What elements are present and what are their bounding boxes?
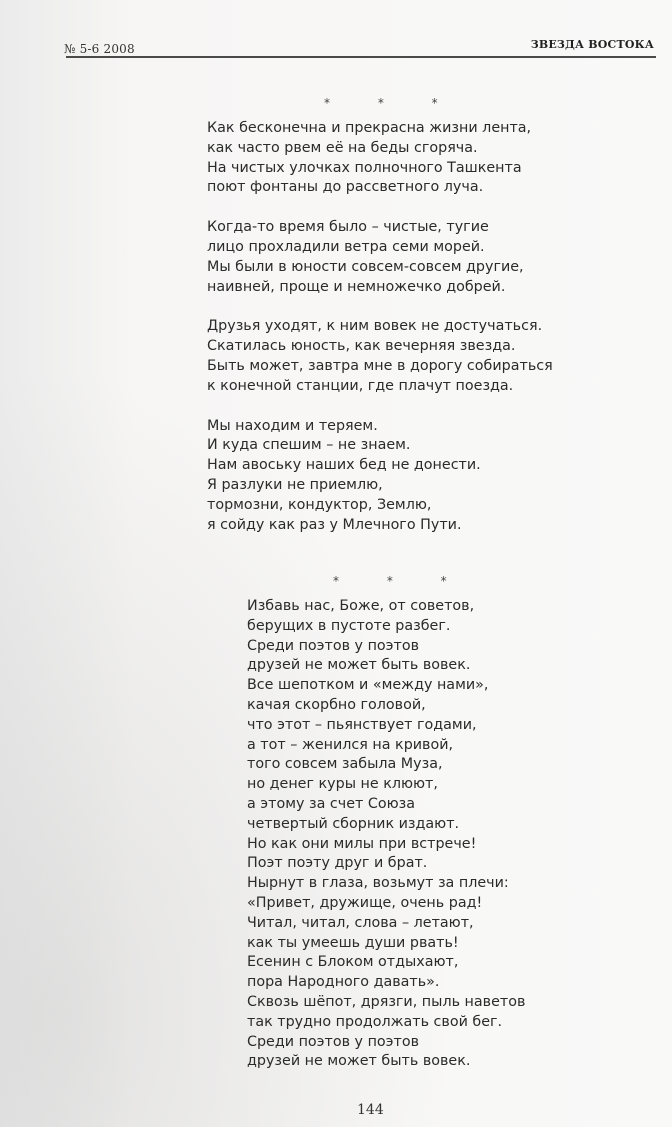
poem-1-stanza-3: [207, 317, 553, 396]
poem-line: Как бесконечна и прекрасна жизни лента,: [207, 120, 532, 136]
poem-line: наивней, проще и немножечко добрей.: [207, 278, 506, 295]
poem-line: к конечной станции, где плачут поезда.: [207, 377, 514, 394]
poem-line: пора Народного давать».: [247, 974, 440, 991]
poem-2: [247, 597, 525, 1072]
poem-line: Мы находим и теряем.: [207, 417, 378, 434]
section-separator-2: * * *: [333, 574, 469, 588]
poem-line: Быть может, завтра мне в дорогу собираться: [207, 357, 553, 374]
poem-line: Среди поэтов у поэтов: [247, 1033, 420, 1050]
poem-line: На чистых улочках полночного Ташкента: [207, 159, 522, 176]
poem-line: берущих в пустоте разбег.: [247, 617, 451, 634]
poem-line: Друзья уходят, к ним вовек не достучаться.: [207, 318, 543, 335]
poem-line: Мы были в юности совсем-совсем другие,: [207, 258, 524, 275]
poem-line: четвертый сборник издают.: [247, 815, 460, 832]
poem-line: Я разлуки не приемлю,: [207, 476, 383, 493]
poem-line: «Привет, дружище, очень рад!: [247, 894, 483, 911]
poem-line: Нам авоську наших бед не донести.: [207, 457, 481, 474]
poem-line: Среди поэтов у поэтов: [247, 637, 420, 654]
poem-line: как ты умеешь души рвать!: [247, 934, 459, 951]
poem-line: а тот – женился на кривой,: [247, 736, 454, 753]
page-number: 144: [357, 1102, 384, 1118]
poem-line: Избавь нас, Боже, от советов,: [247, 598, 475, 614]
poem-line: Есенин с Блоком отдыхают,: [247, 954, 459, 971]
poem-1-stanza-4: [207, 417, 553, 536]
header-rule: [66, 56, 656, 58]
poem-1: [207, 119, 553, 555]
poem-line: качая скорбно головой,: [247, 696, 426, 713]
poem-line: как часто рвем её на беды сгоряча.: [207, 139, 478, 156]
poem-line: Все шепотком и «между нами»,: [247, 677, 489, 694]
poem-line: Сквозь шёпот, дрязги, пыль наветов: [247, 993, 526, 1010]
poem-line: а этому за счет Союза: [247, 795, 416, 812]
poem-line: так трудно продолжать свой бег.: [247, 1013, 503, 1030]
poem-line: друзей не может быть вовек.: [247, 657, 471, 674]
issue-number: № 5-6 2008: [64, 42, 135, 56]
poem-1-stanza-2: [207, 218, 553, 297]
poem-line: лицо прохладили ветра семи морей.: [207, 238, 485, 255]
poem-line: того совсем забыла Муза,: [247, 756, 443, 773]
poem-line: Поэт поэту друг и брат.: [247, 855, 428, 872]
poem-line: Когда-то время было – чистые, тугие: [207, 219, 489, 236]
poem-line: Нырнут в глаза, возьмут за плечи:: [247, 875, 509, 892]
poem-line: но денег куры не клюют,: [247, 776, 438, 793]
running-header: [64, 38, 654, 56]
poem-line: Читал, читал, слова – летают,: [247, 914, 474, 931]
poem-line: Скатилась юность, как вечерняя звезда.: [207, 338, 516, 355]
poem-line: что этот – пьянствует годами,: [247, 716, 477, 733]
journal-title: ЗВЕЗДА ВОСТОКА: [530, 38, 654, 51]
section-separator-1: * * *: [324, 96, 460, 110]
poem-line: И куда спешим – не знаем.: [207, 437, 411, 454]
poem-line: поют фонтаны до рассветного луча.: [207, 179, 484, 196]
poem-line: друзей не может быть вовек.: [247, 1053, 471, 1070]
poem-line: тормозни, кондуктор, Землю,: [207, 496, 432, 513]
poem-line: Но как они милы при встрече!: [247, 835, 477, 852]
poem-1-stanza-1: [207, 119, 553, 198]
poem-line: я сойду как раз у Млечного Пути.: [207, 516, 462, 533]
